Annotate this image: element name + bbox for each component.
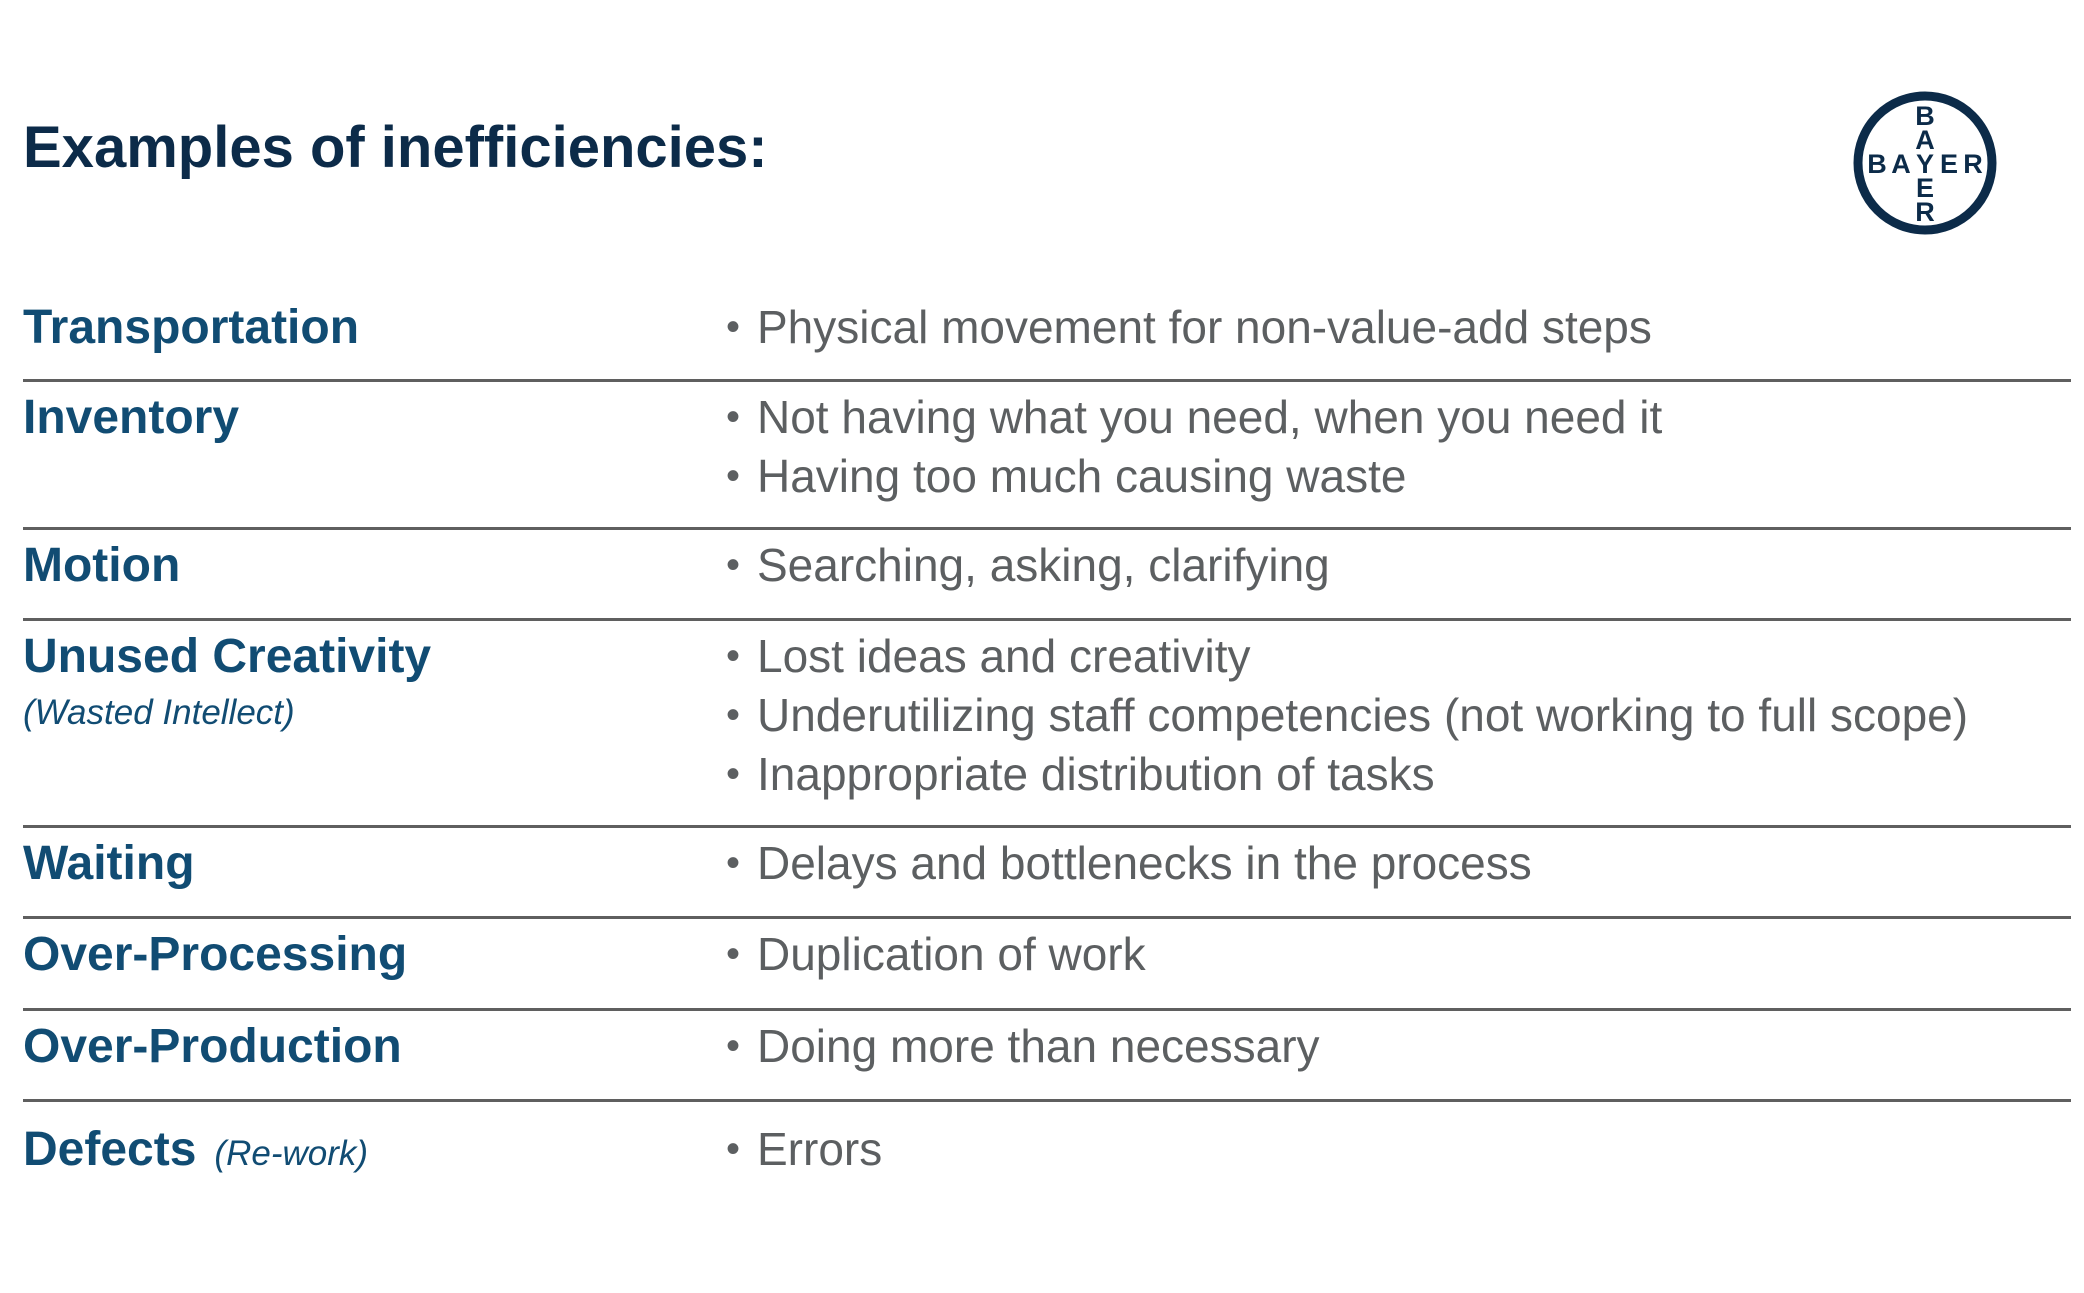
category-cell	[23, 834, 723, 905]
bullet-list	[726, 1017, 1320, 1076]
category-label: Motion	[23, 539, 181, 592]
category-note: (Re-work)	[214, 1134, 369, 1173]
logo-letter: E	[1915, 173, 1935, 203]
logo-letter: Y	[1915, 149, 1935, 179]
category-cell	[23, 298, 723, 369]
list-item: • Physical movement for non-value-add steps	[726, 298, 1652, 357]
category-label: Over-Processing	[23, 928, 408, 981]
list-item: • Searching, asking, clarifying	[726, 536, 1330, 595]
list-item: • Having too much causing waste	[726, 447, 1662, 506]
category-label: Waiting	[23, 837, 195, 890]
list-item: • Errors	[726, 1120, 882, 1179]
table-row	[23, 919, 2071, 1011]
table-row	[23, 621, 2071, 828]
category-label: Defects	[23, 1123, 197, 1176]
category-cell	[23, 925, 723, 996]
bullet-list	[726, 834, 1532, 893]
table-row	[23, 530, 2071, 621]
list-item: • Doing more than necessary	[726, 1017, 1320, 1076]
logo-letter: R	[1963, 149, 1983, 179]
bayer-logo	[1852, 90, 1998, 236]
bullet-list	[726, 925, 1146, 984]
category-label: Inventory	[23, 391, 240, 444]
bullet-list	[726, 536, 1330, 595]
category-label: Unused Creativity	[23, 630, 432, 683]
table-row	[23, 382, 2071, 530]
table-row	[23, 828, 2071, 919]
logo-letter: A	[1891, 149, 1911, 179]
bullet-list	[726, 298, 1652, 357]
table-row	[23, 292, 2071, 382]
list-item: • Inappropriate distribution of tasks	[726, 745, 1968, 804]
bullet-list	[726, 627, 1968, 804]
logo-letter: B	[1915, 101, 1935, 131]
category-cell	[23, 388, 723, 459]
category-cell	[23, 1017, 723, 1088]
page-title: Examples of inefficiencies:	[23, 115, 768, 180]
category-label: Over-Production	[23, 1020, 402, 1073]
logo-letter: R	[1915, 197, 1935, 227]
list-item: • Lost ideas and creativity	[726, 627, 1968, 686]
list-item: • Duplication of work	[726, 925, 1146, 984]
bullet-list	[726, 388, 1662, 506]
logo-letter: E	[1939, 149, 1959, 179]
category-cell	[23, 1120, 723, 1191]
table-row	[23, 1102, 2071, 1202]
list-item: • Not having what you need, when you need it	[726, 388, 1662, 447]
logo-letter: A	[1915, 125, 1935, 155]
list-item: • Delays and bottlenecks in the process	[726, 834, 1532, 893]
bullet-list	[726, 1120, 882, 1179]
category-cell	[23, 627, 723, 732]
inefficiency-table	[23, 292, 2071, 1202]
logo-letter: B	[1867, 149, 1887, 179]
category-cell	[23, 536, 723, 607]
table-row	[23, 1011, 2071, 1102]
category-note: (Wasted Intellect)	[23, 693, 295, 732]
category-label: Transportation	[23, 301, 360, 354]
list-item: • Underutilizing staff competencies (not working to full scope)	[726, 686, 1968, 745]
